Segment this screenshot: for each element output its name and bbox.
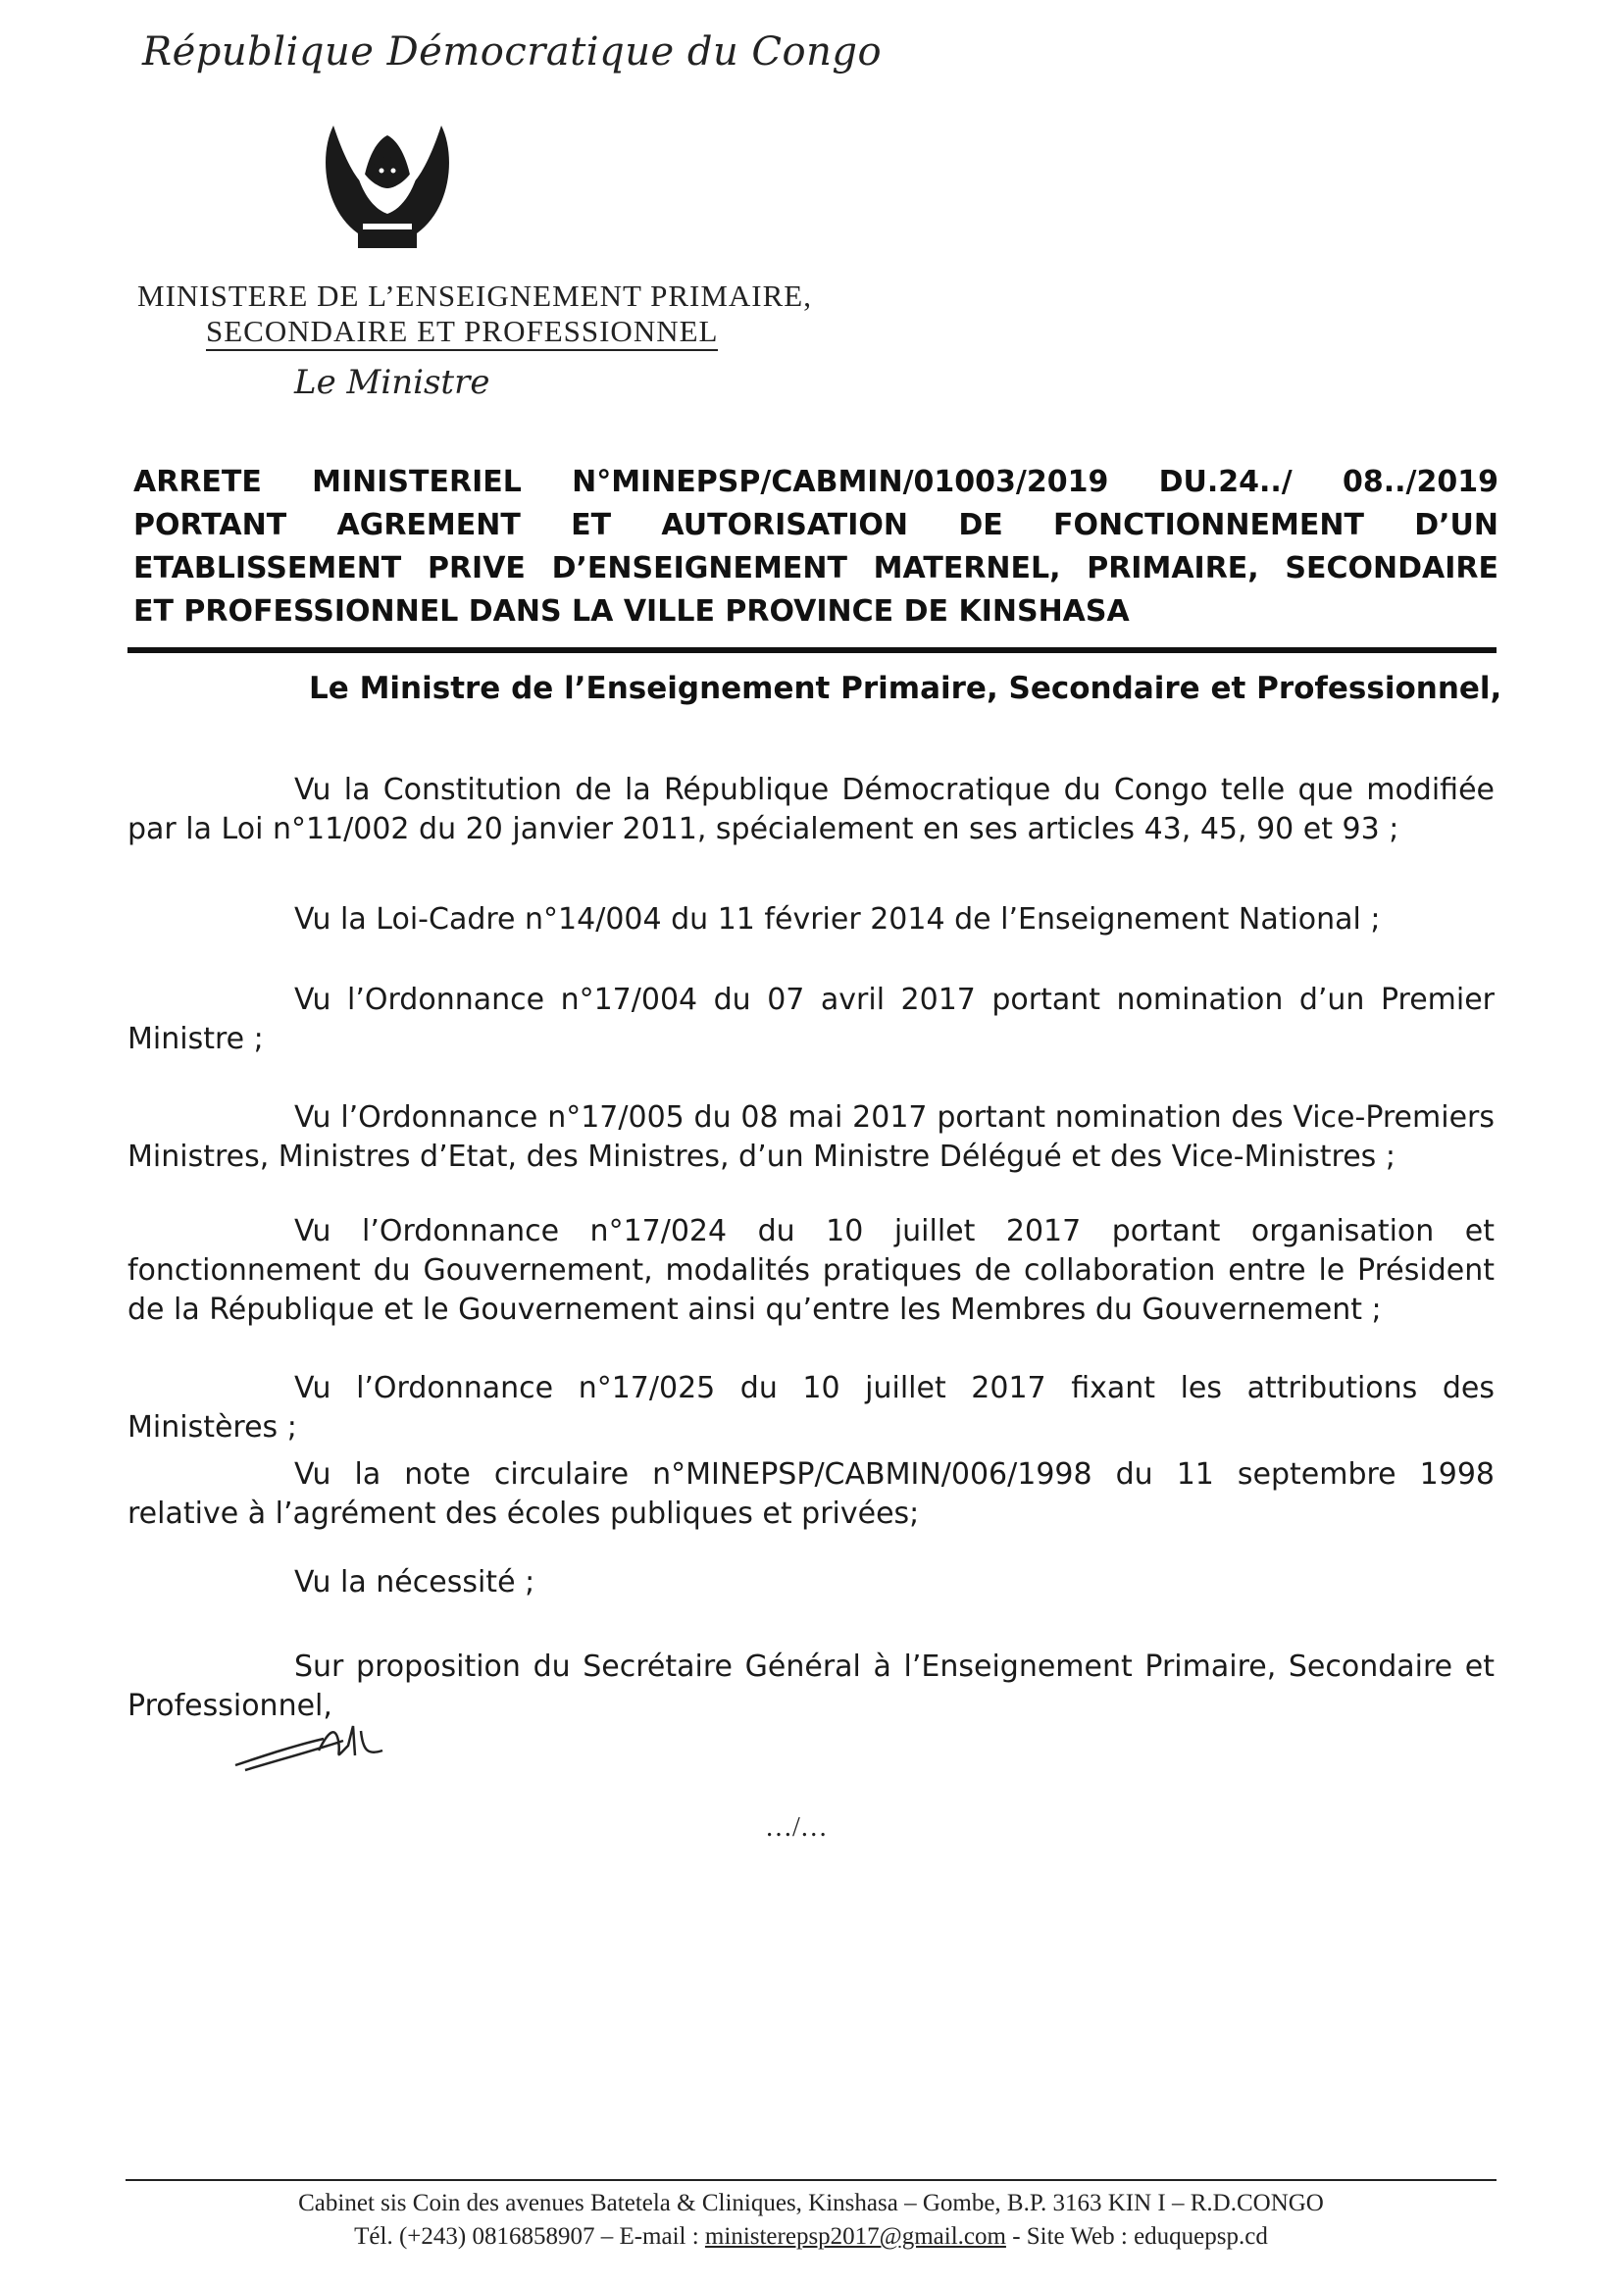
arrete-title-line: ARRETE MINISTERIEL N°MINEPSP/CABMIN/01003/2019 DU.24../ 08../2019 bbox=[133, 465, 1498, 499]
visa-paragraph: Vu la nécessité ; bbox=[294, 1565, 535, 1600]
arrete-title bbox=[133, 461, 1498, 634]
ministry-line-1: MINISTERE DE L’ENSEIGNEMENT PRIMAIRE, bbox=[137, 279, 812, 313]
footer-divider bbox=[126, 2179, 1497, 2181]
title-divider bbox=[127, 647, 1497, 653]
arrete-title-line: PORTANT AGREMENT ET AUTORISATION DE FONCTIONNEMENT D’UN bbox=[133, 508, 1498, 542]
minister-title: Le Ministre de l’Enseignement Primaire, Secondaire et Professionnel, bbox=[309, 671, 1502, 706]
visa-paragraph: Vu l’Ordonnance n°17/024 du 10 juillet 2017 portant organisation et fonctionnement du Gouvernement, modalités pratiques de collaboration entre le Président de la République et le Gouvernement ainsi qu’entre les Membres du Gouvernement ; bbox=[127, 1214, 1495, 1327]
visa-paragraph: Sur proposition du Secrétaire Général à l’Enseignement Primaire, Secondaire et Professionnel, bbox=[127, 1650, 1495, 1723]
arrete-title-line: ET PROFESSIONNEL DANS LA VILLE PROVINCE DE KINSHASA bbox=[133, 594, 1130, 629]
ministry-heading bbox=[98, 279, 902, 351]
republic-heading: République Démocratique du Congo bbox=[142, 29, 883, 75]
visa-paragraph: Vu l’Ordonnance n°17/025 du 10 juillet 2017 fixant les attributions des Ministères ; bbox=[127, 1371, 1495, 1445]
page-continuation-mark: …/… bbox=[765, 1812, 828, 1843]
visa-paragraph: Vu la note circulaire n°MINEPSP/CABMIN/006/1998 du 11 septembre 1998 relative à l’agrément des écoles publiques et privées; bbox=[127, 1457, 1495, 1531]
ministry-line-2: SECONDAIRE ET PROFESSIONNEL bbox=[206, 314, 718, 351]
visa-paragraph: Vu la Loi-Cadre n°14/004 du 11 février 2014 de l’Enseignement National ; bbox=[294, 902, 1381, 937]
handwritten-signature bbox=[226, 1711, 422, 1780]
visa-paragraph: Vu l’Ordonnance n°17/004 du 07 avril 2017 portant nomination d’un Premier Ministre ; bbox=[127, 983, 1495, 1056]
footer-contact: Tél. (+243) 0816858907 – E-mail : ministerepsp2017@gmail.com - Site Web : eduquepsp.cd bbox=[354, 2223, 1268, 2250]
arrete-title-line: ETABLISSEMENT PRIVE D’ENSEIGNEMENT MATERNEL, PRIMAIRE, SECONDAIRE bbox=[133, 551, 1498, 585]
visa-paragraph: Vu la Constitution de la République Démocratique du Congo telle que modifiée par la Loi n°11/002 du 20 janvier 2011, spécialement en ses articles 43, 45, 90 et 93 ; bbox=[127, 773, 1495, 846]
footer-email-link[interactable]: ministerepsp2017@gmail.com bbox=[704, 2223, 1006, 2250]
le-ministre-signature-heading: Le Ministre bbox=[294, 363, 490, 402]
coat-of-arms-emblem bbox=[314, 116, 461, 263]
visa-paragraph: Vu l’Ordonnance n°17/005 du 08 mai 2017 portant nomination des Vice-Premiers Ministres, Ministres d’Etat, des Ministres, d’un Ministre Délégué et des Vice-Ministres ; bbox=[127, 1100, 1495, 1174]
footer bbox=[126, 2187, 1497, 2254]
footer-address: Cabinet sis Coin des avenues Batetela & Cliniques, Kinshasa – Gombe, B.P. 3163 KIN I – R.D.CONGO bbox=[298, 2190, 1324, 2216]
